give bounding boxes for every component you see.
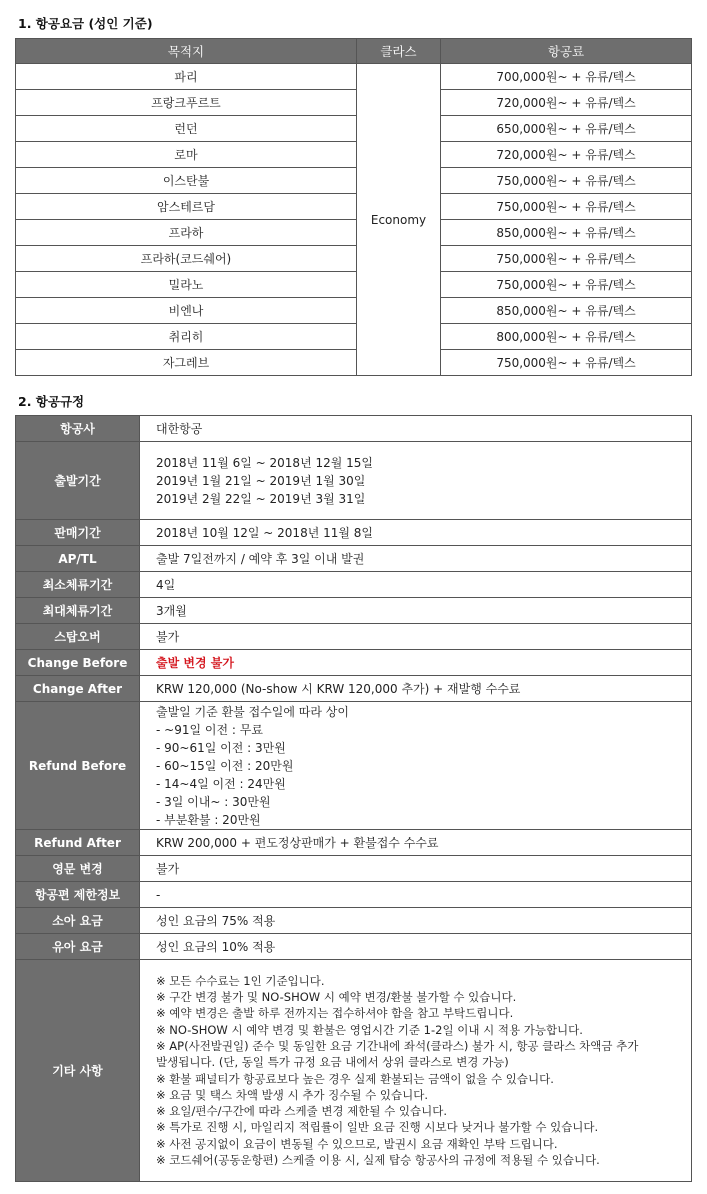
rule-label: 항공편 제한정보 — [16, 882, 140, 908]
refund-line: - 90~61일 이전 : 3만원 — [156, 740, 286, 755]
fare-cell: 850,000원~ + 유류/텍스 — [441, 298, 692, 324]
table-row — [16, 350, 692, 376]
table-row — [16, 324, 692, 350]
rule-label: 유아 요금 — [16, 934, 140, 960]
note-line: 발생됩니다. (단, 동일 특가 규정 요금 내에서 상위 클라스로 변경 가능) — [156, 1055, 509, 1070]
header-fare: 항공료 — [441, 39, 692, 64]
note-line: ※ 특가로 진행 시, 마일리지 적립률이 일반 요금 진행 시보다 낮거나 불가할 수 있습니다. — [156, 1120, 599, 1135]
rule-row-child-fare — [16, 908, 692, 934]
destination-cell: 런던 — [16, 116, 357, 142]
rule-value: KRW 120,000 (No-show 시 KRW 120,000 추가) + 재발행 수수료 — [140, 676, 692, 702]
rule-value: - — [140, 882, 692, 908]
rule-value — [140, 650, 692, 676]
fare-cell: 800,000원~ + 유류/텍스 — [441, 324, 692, 350]
rule-row-etc — [16, 960, 692, 1182]
destination-cell: 밀라노 — [16, 272, 357, 298]
rule-row-refund-before — [16, 702, 692, 830]
fare-cell: 750,000원~ + 유류/텍스 — [441, 272, 692, 298]
table-row — [16, 168, 692, 194]
note-line: ※ NO-SHOW 시 예약 변경 및 환불은 영업시간 기준 1-2일 이내 시 적용 가능합니다. — [156, 1022, 583, 1037]
destination-cell: 로마 — [16, 142, 357, 168]
rule-label: Change After — [16, 676, 140, 702]
destination-cell: 파리 — [16, 64, 357, 90]
rule-label: 항공사 — [16, 416, 140, 442]
departure-period-line: 2018년 11월 6일 ~ 2018년 12월 15일 — [156, 455, 374, 470]
rule-value: 불가 — [140, 856, 692, 882]
departure-period-line: 2019년 1월 21일 ~ 2019년 1월 30일 — [156, 473, 366, 488]
destination-cell: 취리히 — [16, 324, 357, 350]
rule-row-infant-fare — [16, 934, 692, 960]
table-row — [16, 220, 692, 246]
change-before-notice: 출발 변경 불가 — [156, 655, 234, 670]
rule-label: 스탑오버 — [16, 624, 140, 650]
note-line: ※ 코드쉐어(공동운항편) 스케줄 이용 시, 실제 탑승 항공사의 규정에 적용될 수 있습니다. — [156, 1152, 600, 1167]
fare-cell: 650,000원~ + 유류/텍스 — [441, 116, 692, 142]
table-row — [16, 116, 692, 142]
rule-row-refund-after — [16, 830, 692, 856]
fare-cell: 850,000원~ + 유류/텍스 — [441, 220, 692, 246]
rule-label: Change Before — [16, 650, 140, 676]
rule-label: AP/TL — [16, 546, 140, 572]
rule-row-airline — [16, 416, 692, 442]
table-row — [16, 272, 692, 298]
rule-label: 최대체류기간 — [16, 598, 140, 624]
rules-table — [15, 415, 692, 1182]
destination-cell: 자그레브 — [16, 350, 357, 376]
refund-line: - ~91일 이전 : 무료 — [156, 722, 263, 737]
refund-line: 출발일 기준 환불 접수일에 따라 상이 — [156, 704, 349, 719]
class-cell: Economy — [357, 64, 441, 376]
section-title-rules: 2. 항공규정 — [18, 394, 85, 409]
fare-cell: 750,000원~ + 유류/텍스 — [441, 168, 692, 194]
fare-table-header — [16, 39, 692, 64]
header-destination: 목적지 — [16, 39, 357, 64]
fare-cell: 750,000원~ + 유류/텍스 — [441, 350, 692, 376]
fare-cell: 720,000원~ + 유류/텍스 — [441, 142, 692, 168]
rule-row-change-after — [16, 676, 692, 702]
note-line: ※ 예약 변경은 출발 하루 전까지는 접수하셔야 함을 참고 부탁드립니다. — [156, 1006, 514, 1021]
refund-line: - 부분환불 : 20만원 — [156, 812, 261, 827]
refund-line: - 3일 이내~ : 30만원 — [156, 794, 271, 809]
rule-label: 소아 요금 — [16, 908, 140, 934]
rule-label: 판매기간 — [16, 520, 140, 546]
rule-row-departure — [16, 442, 692, 520]
destination-cell: 프랑크푸르트 — [16, 90, 357, 116]
destination-cell: 프라하(코드쉐어) — [16, 246, 357, 272]
destination-cell: 비엔나 — [16, 298, 357, 324]
note-line: ※ AP(사전발권일) 준수 및 동일한 요금 기간내에 좌석(클라스) 불가 시, 항공 클라스 차액금 추가 — [156, 1038, 639, 1053]
rule-row-sales — [16, 520, 692, 546]
rule-value: 3개월 — [140, 598, 692, 624]
fare-table — [15, 38, 692, 376]
note-line: ※ 환불 패널티가 항공료보다 높은 경우 실제 환불되는 금액이 없을 수 있습니다. — [156, 1071, 554, 1086]
rule-value — [140, 442, 692, 520]
rule-value: 출발 7일전까지 / 예약 후 3일 이내 발권 — [140, 546, 692, 572]
rule-label: 영문 변경 — [16, 856, 140, 882]
note-line: ※ 사전 공지없이 요금이 변동될 수 있으므로, 발권시 요금 재확인 부탁 드립니다. — [156, 1136, 558, 1151]
rule-label: Refund Before — [16, 702, 140, 830]
rule-label: 최소체류기간 — [16, 572, 140, 598]
departure-period-line: 2019년 2월 22일 ~ 2019년 3월 31일 — [156, 491, 366, 506]
note-line: ※ 요일/편수/구간에 따라 스케줄 변경 제한될 수 있습니다. — [156, 1104, 448, 1119]
refund-line: - 14~4일 이전 : 24만원 — [156, 776, 286, 791]
table-row — [16, 90, 692, 116]
fare-cell: 720,000원~ + 유류/텍스 — [441, 90, 692, 116]
note-line: ※ 요금 및 택스 차액 발생 시 추가 징수될 수 있습니다. — [156, 1087, 429, 1102]
rule-value: 2018년 10월 12일 ~ 2018년 11월 8일 — [140, 520, 692, 546]
destination-cell: 암스테르담 — [16, 194, 357, 220]
fare-cell: 750,000원~ + 유류/텍스 — [441, 194, 692, 220]
section-title-fares: 1. 항공요금 (성인 기준) — [18, 16, 153, 31]
table-row — [16, 246, 692, 272]
rule-value: 성인 요금의 10% 적용 — [140, 934, 692, 960]
table-row — [16, 194, 692, 220]
rule-value: 4일 — [140, 572, 692, 598]
table-row — [16, 142, 692, 168]
rule-row-max-stay — [16, 598, 692, 624]
rule-label: 기타 사항 — [16, 960, 140, 1182]
rule-value: 성인 요금의 75% 적용 — [140, 908, 692, 934]
note-line: ※ 구간 변경 불가 및 NO-SHOW 시 예약 변경/환불 불가할 수 있습니다. — [156, 990, 517, 1005]
destination-cell: 프라하 — [16, 220, 357, 246]
destination-cell: 이스탄불 — [16, 168, 357, 194]
rule-value: KRW 200,000 + 편도정상판매가 + 환불접수 수수료 — [140, 830, 692, 856]
rule-row-change-before — [16, 650, 692, 676]
rule-label: 출발기간 — [16, 442, 140, 520]
rule-value — [140, 702, 692, 830]
rule-row-aptl — [16, 546, 692, 572]
rule-row-min-stay — [16, 572, 692, 598]
note-line: ※ 모든 수수료는 1인 기준입니다. — [156, 973, 325, 988]
rule-value — [140, 960, 692, 1182]
table-row — [16, 298, 692, 324]
rule-row-name-change — [16, 856, 692, 882]
rule-row-flight-limit — [16, 882, 692, 908]
rule-value: 대한항공 — [140, 416, 692, 442]
rule-value: 불가 — [140, 624, 692, 650]
table-row — [16, 64, 692, 90]
rule-label: Refund After — [16, 830, 140, 856]
refund-line: - 60~15일 이전 : 20만원 — [156, 758, 294, 773]
fare-cell: 700,000원~ + 유류/텍스 — [441, 64, 692, 90]
fare-cell: 750,000원~ + 유류/텍스 — [441, 246, 692, 272]
rule-row-stopover — [16, 624, 692, 650]
header-class: 클라스 — [357, 39, 441, 64]
